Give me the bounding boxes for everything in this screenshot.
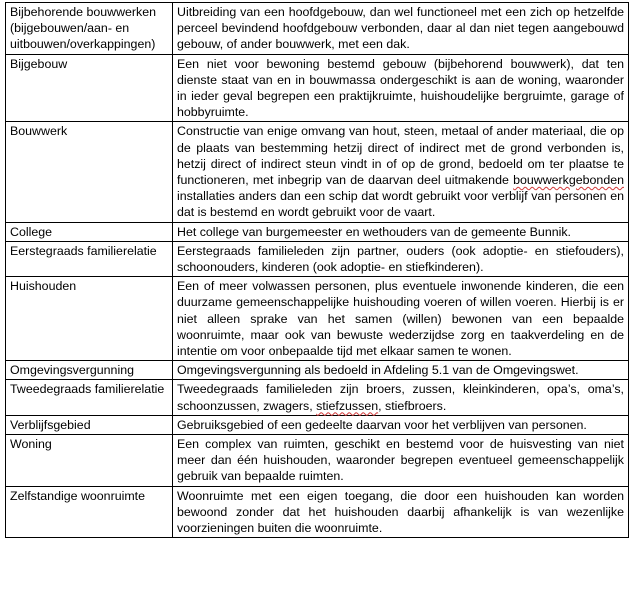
- definition-text: installaties anders dan een schip dat wordt gebruikt voor verblijf van personen en dat is bestemd en wordt gebruikt voor de vaart.: [177, 189, 624, 220]
- definition-cell: Gebruiksgebied of een gedeelte daarvan voor het verblijven van personen.: [173, 415, 629, 434]
- table-row: [6, 277, 629, 361]
- term-cell: Woning: [6, 435, 173, 487]
- term-cell: Eerstegraads familierelatie: [6, 241, 173, 276]
- definition-cell: [173, 122, 629, 222]
- spellcheck-flagged-word: bouwwerkgebonden: [513, 173, 624, 188]
- definition-cell: Eerstegraads familieleden zijn partner, ouders (ook adoptie- en stiefouders), schoonouders, kinderen (ook adoptie- en stiefkinderen).: [173, 241, 629, 276]
- term-cell: Verblijfsgebied: [6, 415, 173, 434]
- definition-cell: Uitbreiding van een hoofdgebouw, dan wel functioneel met een zich op hetzelfde perceel bevindend hoofdgebouw verbonden, daar al dan niet tegen aangebouwd gebouw, of ander bouwwerk, met een dak.: [173, 3, 629, 55]
- definition-cell: Omgevingsvergunning als bedoeld in Afdeling 5.1 van de Omgevingswet.: [173, 361, 629, 380]
- term-cell: College: [6, 222, 173, 241]
- term-cell: Bijbehorende bouwwerken (bijgebouwen/aan- en uitbouwen/overkappingen): [6, 3, 173, 55]
- definition-cell: Woonruimte met een eigen toegang, die door een huishouden kan worden bewoond zonder dat het huishouden daarbij afhankelijk is van wezenlijke voorzieningen buiten die woonruimte.: [173, 486, 629, 538]
- table-row: [6, 380, 629, 415]
- definition-cell: [173, 380, 629, 415]
- definition-text: , stiefbroers.: [378, 398, 447, 413]
- table-row: [6, 435, 629, 487]
- spellcheck-flagged-word: stiefzussen: [316, 398, 379, 413]
- definition-cell: Een niet voor bewoning bestemd gebouw (bijbehorend bouwwerk), dat ten dienste staat van en in bouwmassa ondergeschikt is aan de woning, waaronder in ieder geval begrepen een praktijkruimte, huishoudelijke bergruimte, garage of hobbyruimte.: [173, 54, 629, 122]
- term-cell: Omgevingsvergunning: [6, 361, 173, 380]
- term-cell: Zelfstandige woonruimte: [6, 486, 173, 538]
- table-row: [6, 486, 629, 538]
- table-row: [6, 241, 629, 276]
- term-cell: Huishouden: [6, 277, 173, 361]
- table-row: [6, 3, 629, 55]
- term-cell: Bouwwerk: [6, 122, 173, 222]
- definition-text: Constructie van enige omvang van hout, steen, metaal of ander materiaal, die op de plaats van bestemming hetzij direct of indirect met de grond verbonden is, hetzij direct of indirect steun vindt in of op de grond, bedoeld om ter plaatse te functioneren, met inbegrip van de daarvan deel uitmakende: [177, 124, 624, 188]
- term-cell: Tweedegraads familierelatie: [6, 380, 173, 415]
- definition-cell: Het college van burgemeester en wethouders van de gemeente Bunnik.: [173, 222, 629, 241]
- table-row: [6, 361, 629, 380]
- table-row: [6, 54, 629, 122]
- definition-cell: Een of meer volwassen personen, plus eventuele inwonende kinderen, die een duurzame gemeenschappelijke huishouding voeren of willen voeren. Hierbij is er niet alleen sprake van het samen (willen) bewonen van een bepaalde woonruimte, maar ook van bewuste wederzijdse zorg en taakverdeling en de intentie om voor onbepaalde tijd met elkaar samen te wonen.: [173, 277, 629, 361]
- definition-cell: Een complex van ruimten, geschikt en bestemd voor de huisvesting van niet meer dan één huishouden, waaronder begrepen eventueel gemeenschappelijk gebruik van bepaalde ruimten.: [173, 435, 629, 487]
- table-row: [6, 415, 629, 434]
- term-cell: Bijgebouw: [6, 54, 173, 122]
- table-row: [6, 222, 629, 241]
- definition-text: Tweedegraads familieleden zijn broers, zussen, kleinkinderen, opa’s, oma’s, schoonzussen, zwagers,: [177, 382, 624, 413]
- definitions-table: [5, 2, 629, 538]
- table-row: [6, 122, 629, 222]
